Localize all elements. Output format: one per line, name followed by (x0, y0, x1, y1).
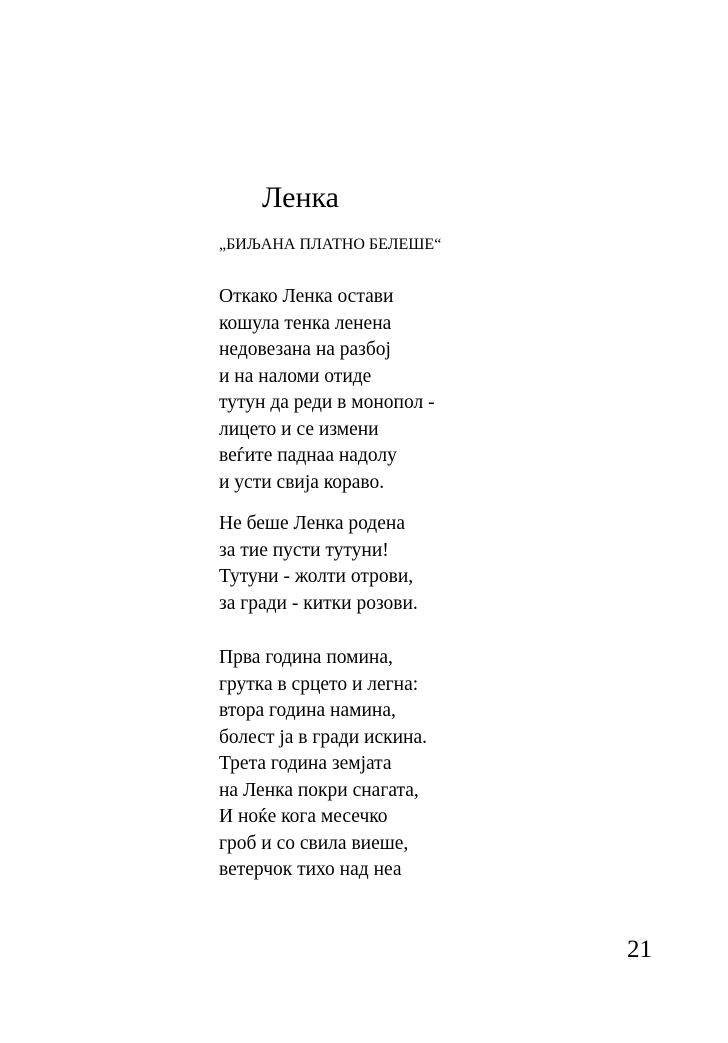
stanza-2 (219, 511, 418, 617)
stanza-1 (219, 284, 435, 496)
poem-line: и на наломи отиде (219, 365, 372, 387)
poem-line: грутка в срцето и легна: (219, 673, 419, 695)
poem-line: за гради - китки розови. (219, 592, 418, 614)
poem-line: кошула тенка ленена (219, 312, 392, 334)
poem-line: недовезана на разбој (219, 339, 391, 360)
poem-line: втора година намина, (219, 700, 396, 721)
page-number: 21 (627, 936, 652, 963)
poem-line: на Ленка покри снагата, (219, 779, 419, 801)
poem-line: Тутуни - жолти отрови, (219, 566, 414, 587)
poem-line: Прва година помина, (219, 647, 393, 668)
poem-line: болест ја в гради искина. (219, 726, 427, 748)
poem-line: веѓите паднаа надолу (219, 445, 397, 466)
poem-line: и усти свија кораво. (219, 471, 385, 493)
poem-line: Не беше Ленка родена (219, 513, 405, 534)
poem-line: И ноќе кога месечко (219, 806, 388, 827)
poem-line: лицето и се измени (219, 418, 379, 440)
poem-line: за тие пусти тутуни! (219, 539, 389, 561)
poem-line: гроб и со свила виеше, (219, 832, 409, 854)
poem-title: Ленка (262, 181, 339, 214)
poem-line: Трета година земјата (219, 753, 392, 774)
poem-line: Откако Ленка остави (219, 286, 394, 307)
stanza-3 (219, 645, 427, 884)
poem-line: тутун да реди в монопол - (219, 392, 435, 413)
poem-subtitle: „БИЉАНА ПЛАТНО БЕЛЕШЕ“ (219, 236, 442, 253)
poem-line: ветерчок тихо над неа (219, 859, 402, 880)
